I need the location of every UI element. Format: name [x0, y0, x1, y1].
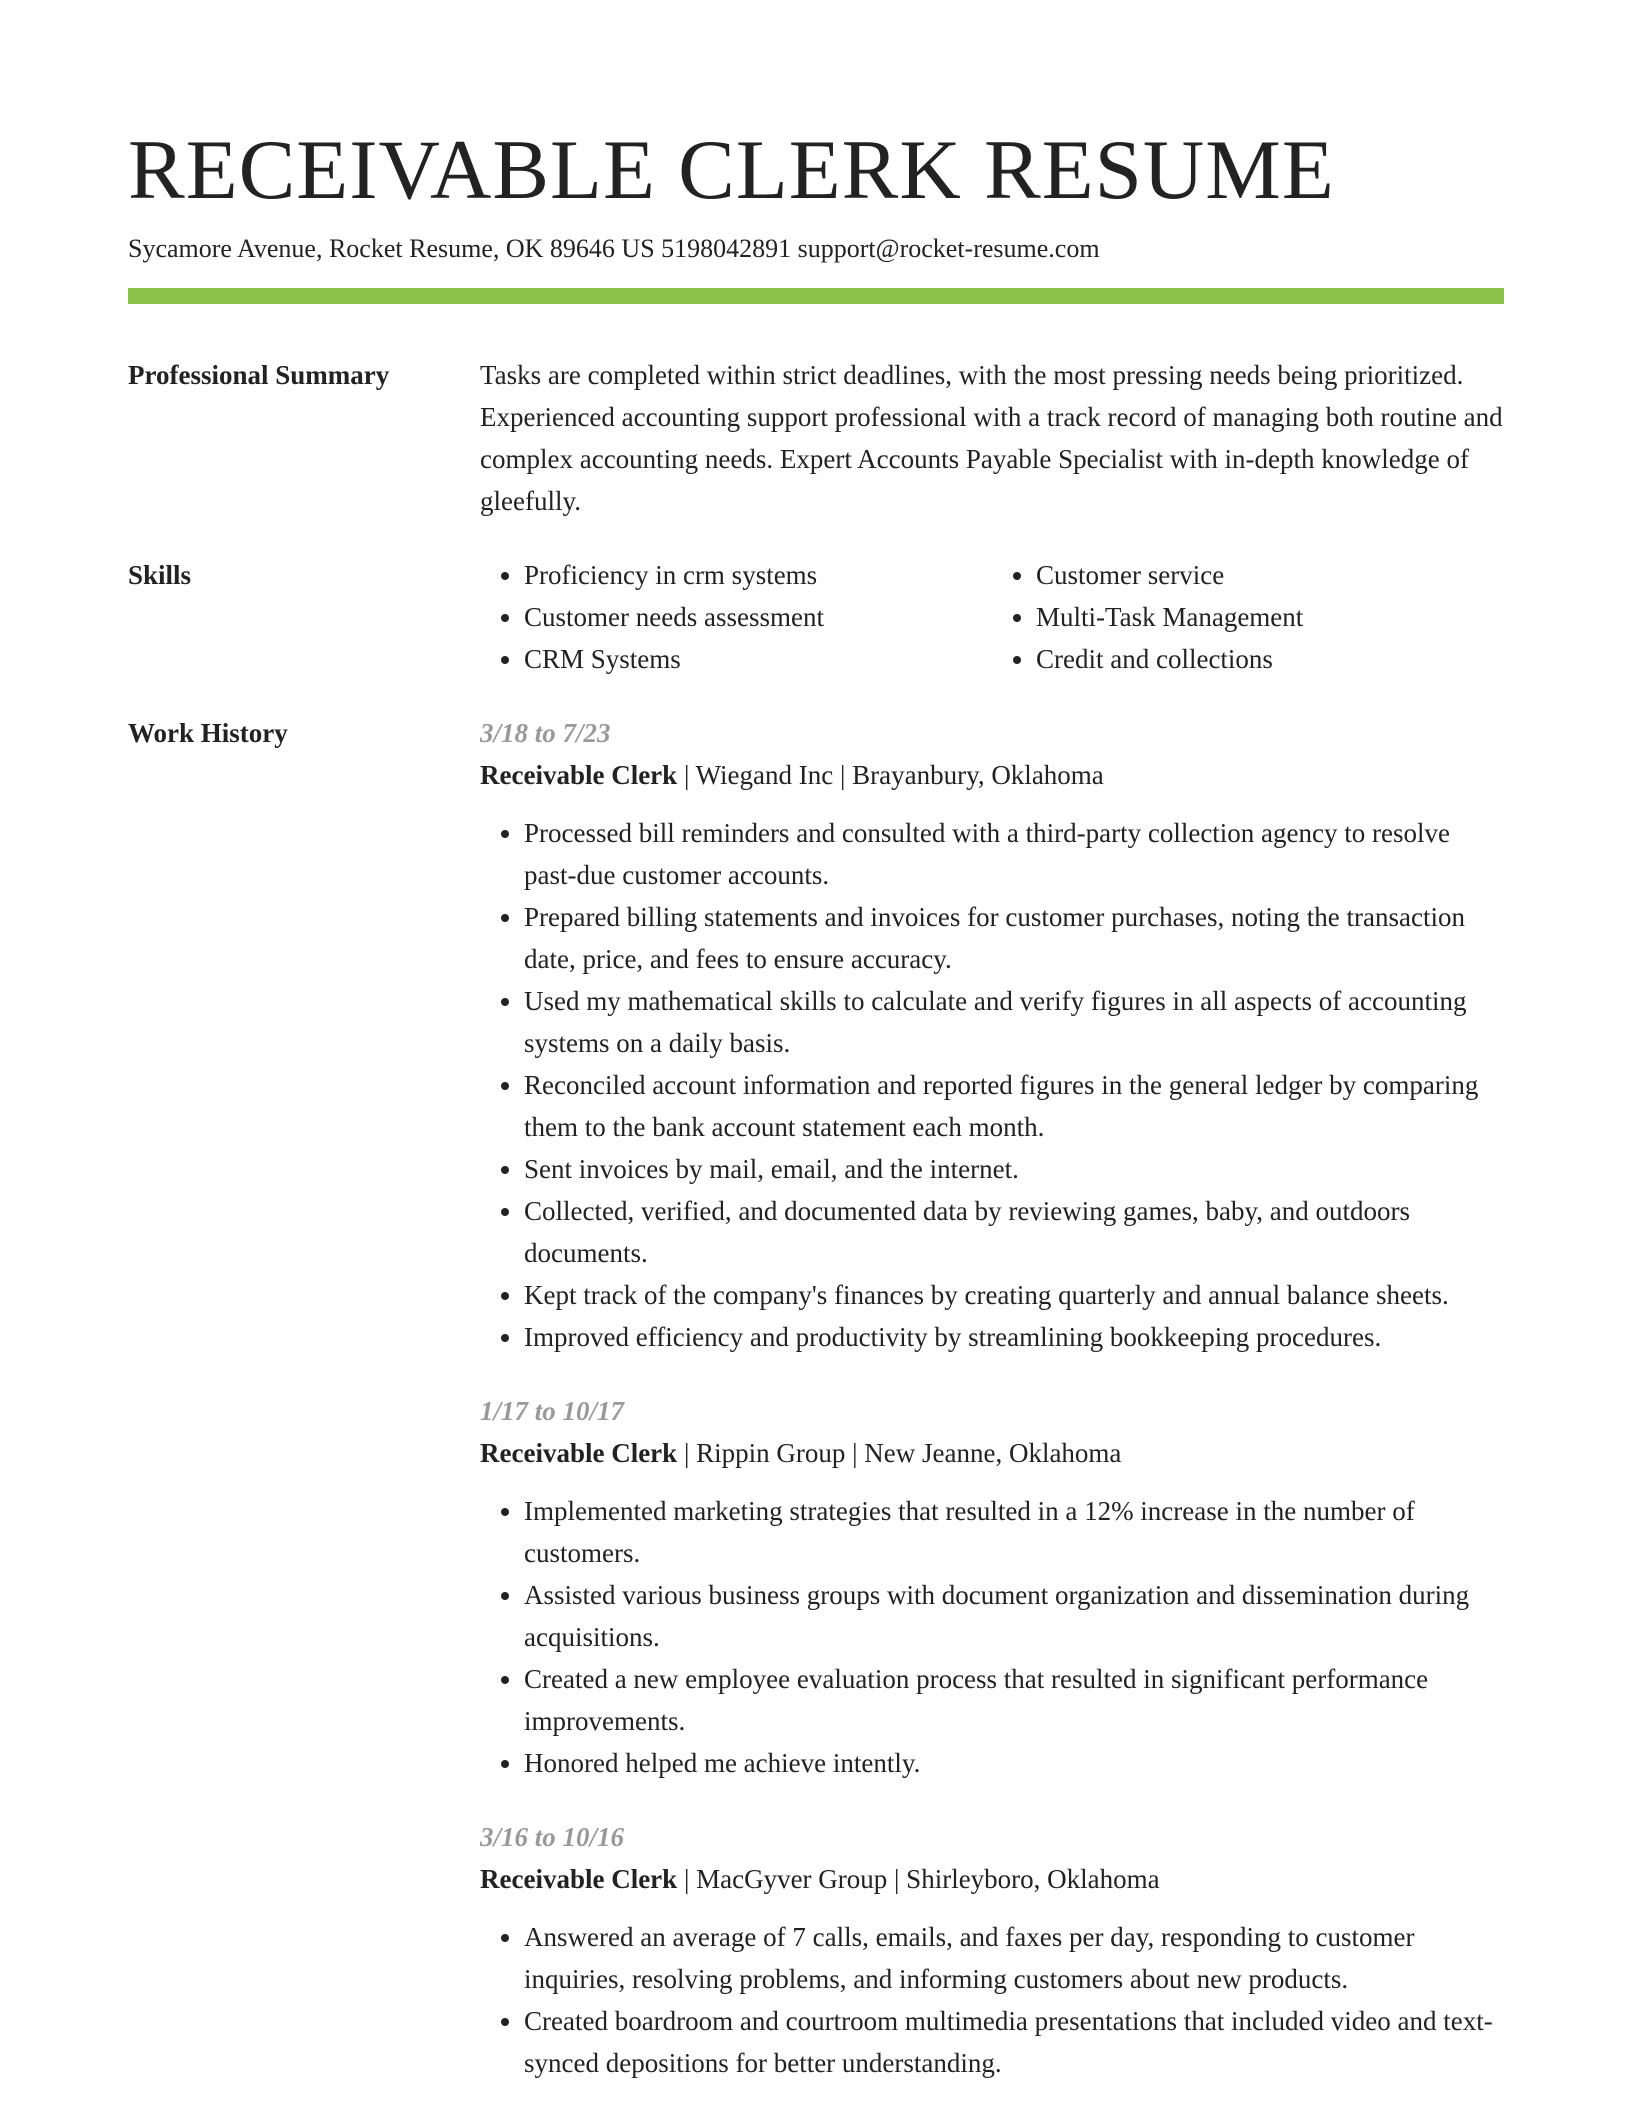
job-bullet: • Reconciled account information and reported figures in the general ledger by comparing them to the bank account statement each month.	[524, 1064, 1504, 1148]
professional-summary-section	[128, 354, 1504, 522]
job-bullets	[480, 1916, 1504, 2084]
job-bullet: • Answered an average of 7 calls, emails, and faxes per day, responding to customer inquiries, resolving problems, and informing customers about new products.	[524, 1916, 1504, 2000]
summary-text: Tasks are completed within strict deadlines, with the most pressing needs being prioritized. Experienced accounting support professional with a track record of managing both routine and complex accounting needs. Expert Accounts Payable Specialist with in-depth knowledge of gleefully.	[480, 360, 1503, 516]
job-bullets	[480, 1490, 1504, 1784]
job-bullet: • Created a new employee evaluation process that resulted in significant performance improvements.	[524, 1658, 1504, 1742]
job-employer-location: | MacGyver Group | Shirleyboro, Oklahoma	[677, 1864, 1160, 1894]
accent-divider	[128, 288, 1504, 304]
job-bullet: • Kept track of the company's finances by creating quarterly and annual balance sheets.	[524, 1274, 1504, 1316]
job-employer-location: | Wiegand Inc | Brayanbury, Oklahoma	[677, 760, 1104, 790]
job-entry	[480, 1390, 1504, 1784]
skill-item: • Customer needs assessment	[524, 596, 992, 638]
skills-list-left	[480, 554, 992, 680]
section-label-work-history: Work History	[128, 718, 288, 748]
job-heading	[480, 1858, 1504, 1900]
skills-list-right	[992, 554, 1504, 680]
job-bullet: • Implemented marketing strategies that resulted in a 12% increase in the number of customers.	[524, 1490, 1504, 1574]
section-label-skills: Skills	[128, 560, 192, 590]
job-dates: 3/18 to 7/23	[480, 718, 611, 748]
job-dates: 3/16 to 10/16	[480, 1822, 625, 1852]
job-dates: 1/17 to 10/17	[480, 1396, 625, 1426]
section-label-summary: Professional Summary	[128, 360, 390, 390]
job-title: Receivable Clerk	[480, 1438, 678, 1468]
resume-title: RECEIVABLE CLERK RESUME	[128, 123, 1335, 217]
job-bullet: • Honored helped me achieve intently.	[524, 1742, 1504, 1784]
skills-section	[128, 554, 1504, 680]
skill-item: • Proficiency in crm systems	[524, 554, 992, 596]
skill-item: • Multi-Task Management	[1036, 596, 1504, 638]
job-bullets	[480, 812, 1504, 1358]
job-heading	[480, 1432, 1504, 1474]
job-heading	[480, 754, 1504, 796]
job-title: Receivable Clerk	[480, 1864, 678, 1894]
job-bullet: • Processed bill reminders and consulted with a third-party collection agency to resolve past-due customer accounts.	[524, 812, 1504, 896]
job-title: Receivable Clerk	[480, 760, 678, 790]
job-entry	[480, 712, 1504, 1358]
job-entry	[480, 1816, 1504, 2084]
job-bullet: • Assisted various business groups with document organization and dissemination during acquisitions.	[524, 1574, 1504, 1658]
skill-item: • CRM Systems	[524, 638, 992, 680]
job-bullet: • Prepared billing statements and invoices for customer purchases, noting the transaction date, price, and fees to ensure accuracy.	[524, 896, 1504, 980]
job-bullet: • Collected, verified, and documented data by reviewing games, baby, and outdoors documents.	[524, 1190, 1504, 1274]
skill-item: • Credit and collections	[1036, 638, 1504, 680]
job-employer-location: | Rippin Group | New Jeanne, Oklahoma	[677, 1438, 1122, 1468]
work-history-section	[128, 712, 1504, 2116]
contact-info: Sycamore Avenue, Rocket Resume, OK 89646 US 5198042891 support@rocket-resume.com	[128, 234, 1100, 263]
job-bullet: • Improved efficiency and productivity by streamlining bookkeeping procedures.	[524, 1316, 1504, 1358]
job-bullet: • Used my mathematical skills to calculate and verify figures in all aspects of accounting systems on a daily basis.	[524, 980, 1504, 1064]
skill-item: • Customer service	[1036, 554, 1504, 596]
job-bullet: • Created boardroom and courtroom multimedia presentations that included video and text-synced depositions for better understanding.	[524, 2000, 1504, 2084]
job-bullet: • Sent invoices by mail, email, and the internet.	[524, 1148, 1504, 1190]
resume-page	[128, 120, 1504, 2116]
